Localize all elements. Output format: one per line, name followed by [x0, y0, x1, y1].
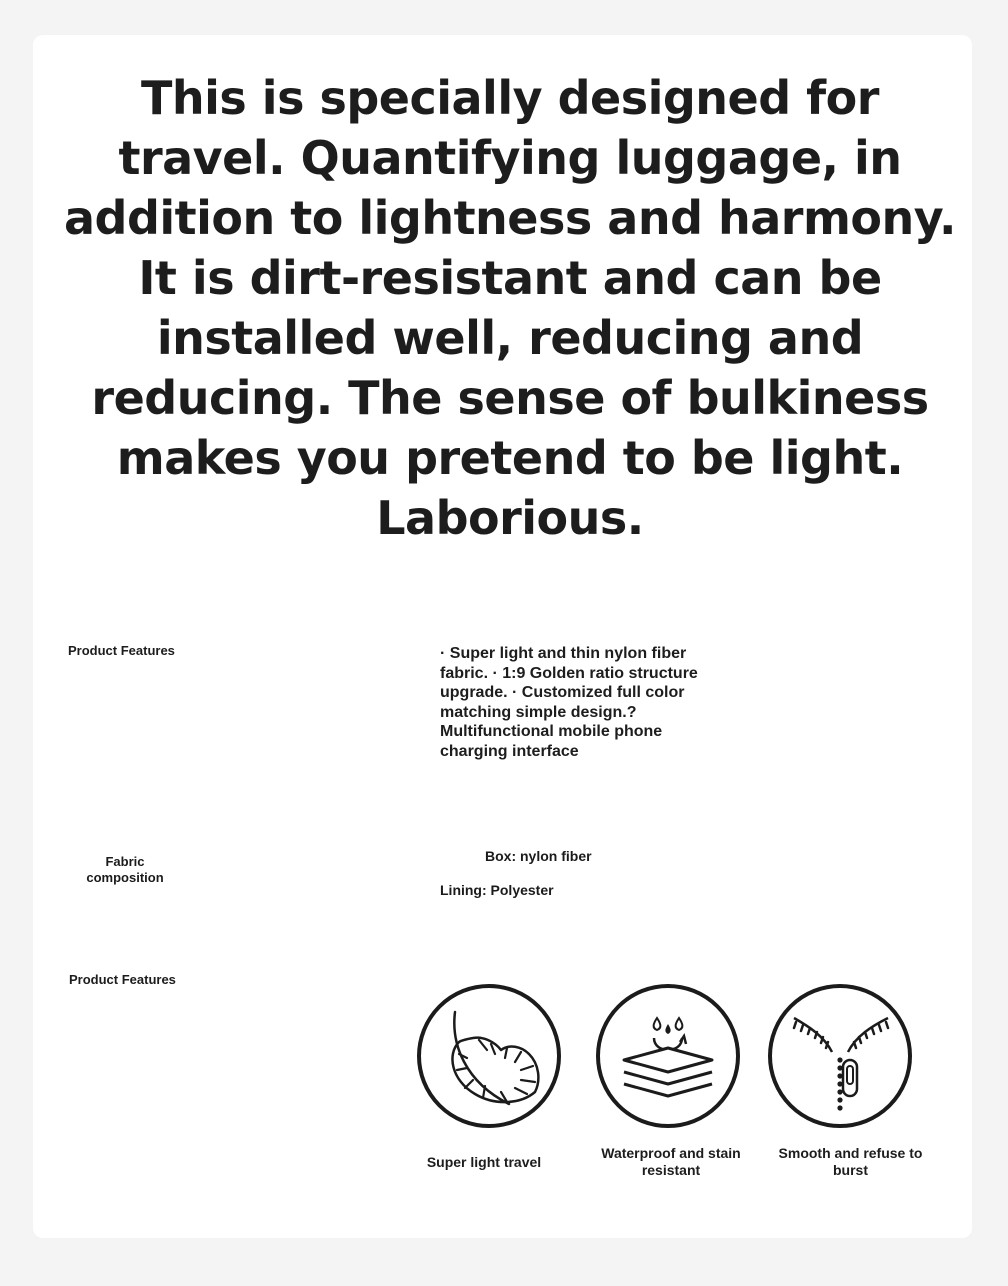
headline: This is specially designed for travel. Quantifying luggage, in addition to lightness and harmony. It is dirt-resistant and can be installed well, reducing and reducing. The sense of bulkiness makes you pretend to be light. Laborious. — [63, 71, 957, 545]
product-features-description: · Super light and thin nylon fiber fabric. · 1:9 Golden ratio structure upgrade. · Customized full color matching simple design.? Multifunctional mobile phone charging interface — [440, 645, 698, 760]
waterproof-layers-icon — [596, 984, 740, 1128]
feature-caption-zipper: Smooth and refuse to burst — [778, 1145, 923, 1178]
feature-caption-light: Super light travel — [426, 1154, 542, 1170]
lining-material: Lining: Polyester — [440, 882, 554, 898]
icon-features-label: Product Features — [69, 972, 176, 987]
box-material: Box: nylon fiber — [485, 848, 592, 864]
feather-icon — [417, 984, 561, 1128]
fabric-composition-label: Fabric composition — [86, 854, 164, 885]
feature-caption-waterproof: Waterproof and stain resistant — [601, 1145, 741, 1178]
product-features-label: Product Features — [68, 643, 175, 658]
zipper-icon — [768, 984, 912, 1128]
